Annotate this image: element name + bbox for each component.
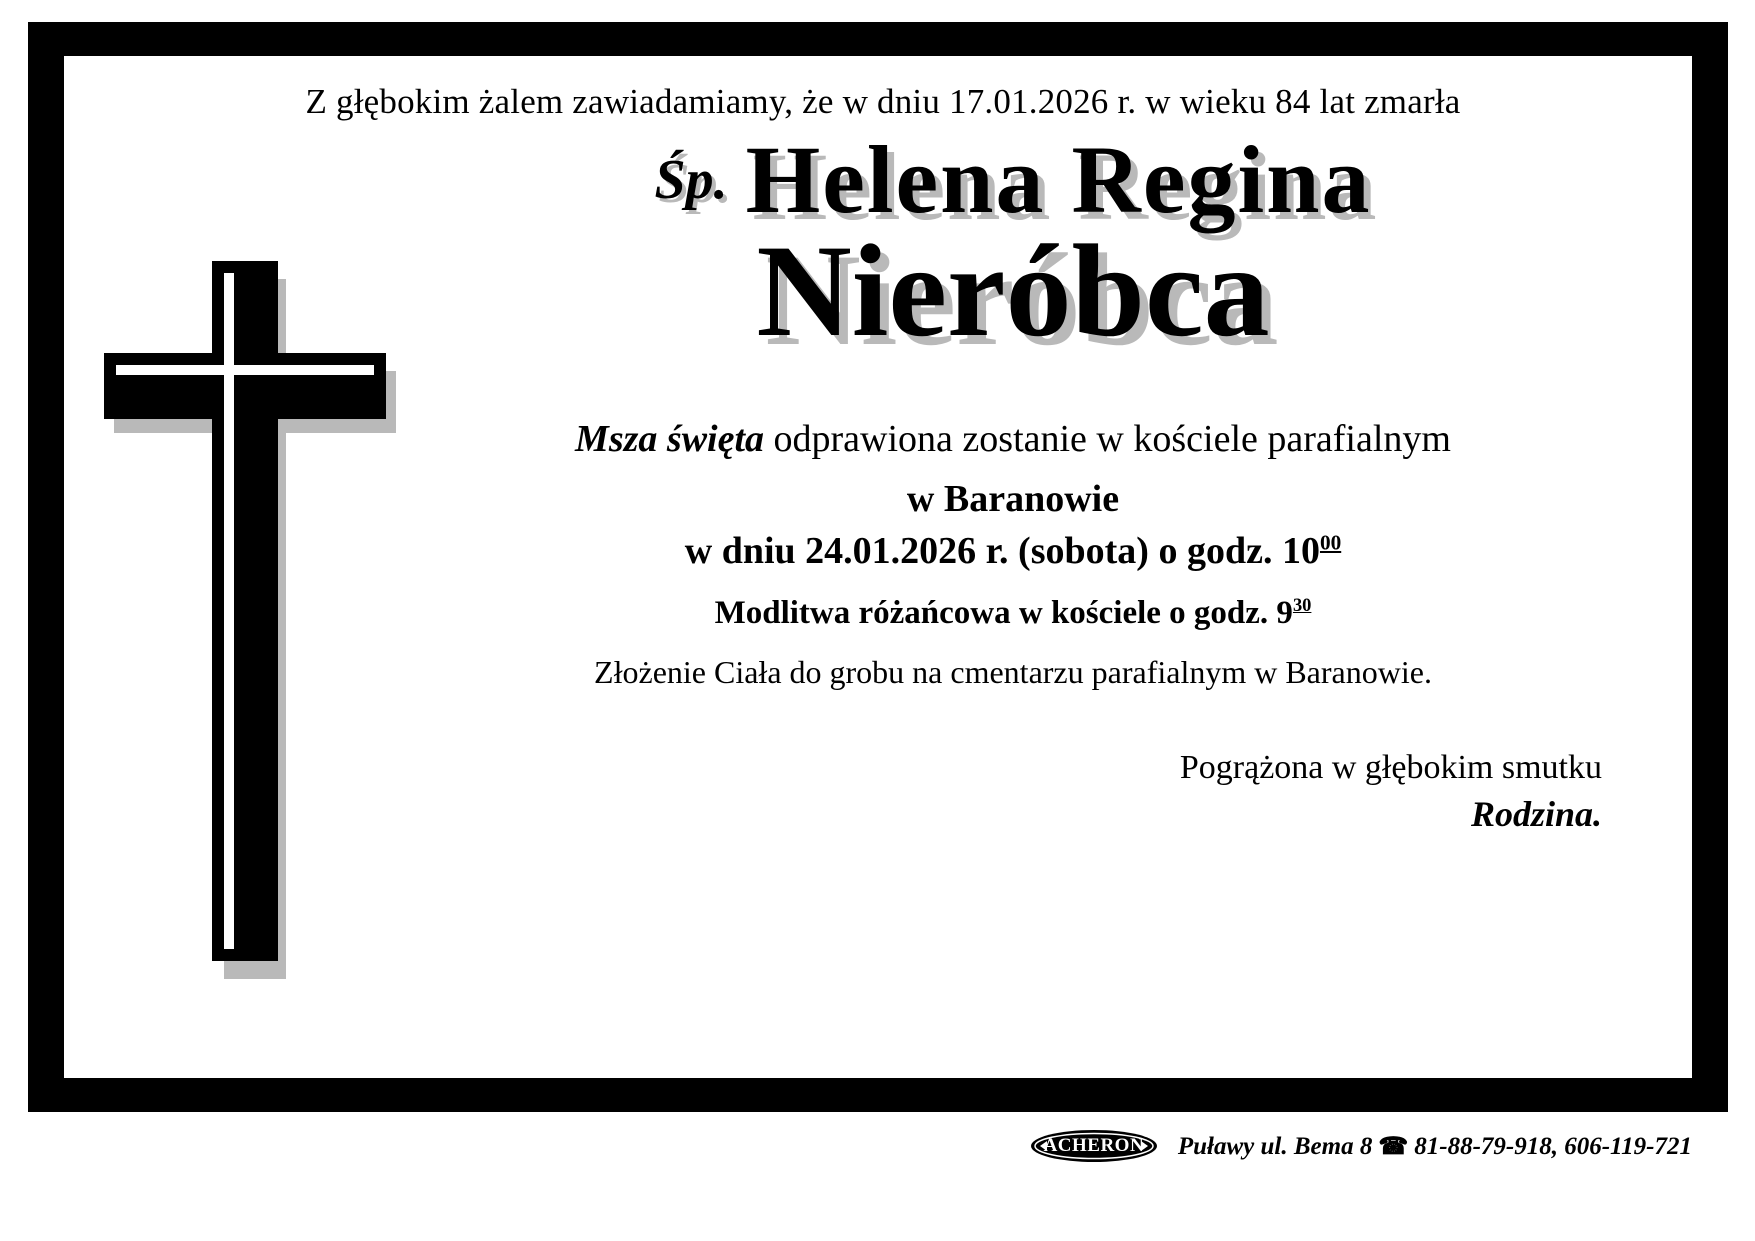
deceased-name-block — [364, 126, 1662, 364]
deceased-given-names-line — [364, 126, 1662, 233]
acheron-logo — [1030, 1129, 1158, 1163]
footer-bar — [28, 1120, 1728, 1172]
deceased-surname: Nieróbca — [756, 216, 1270, 364]
rosary-time-minutes: 30 — [1292, 594, 1312, 615]
deceased-given-names: Helena Regina — [745, 126, 1372, 233]
mass-date-time-text: w dniu 24.01.2026 r. (sobota) o godz. 10 — [684, 529, 1320, 572]
notice-inner-panel — [64, 56, 1692, 1078]
footer-phones: 81-88-79-918, 606-119-721 — [1414, 1132, 1692, 1160]
family-signature — [364, 749, 1662, 835]
rosary-text: Modlitwa różańcowa w kościele o godz. 9 — [714, 594, 1293, 631]
notice-text-column — [305, 82, 1662, 835]
family-label: Rodzina. — [1470, 793, 1602, 834]
obituary-notice — [28, 22, 1728, 1112]
mass-date-time — [364, 529, 1662, 573]
honorific-label: Śp. — [654, 149, 728, 211]
rosary-line — [364, 595, 1662, 632]
family-grief-line: Pogrążona w głębokim smutku — [1179, 748, 1602, 786]
mass-emphasis: Msza święta — [575, 417, 765, 460]
burial-line: Złożenie Ciała do grobu na cmentarzu parafialnym w Baranowie. — [594, 653, 1432, 690]
mass-line-1 — [364, 417, 1662, 461]
footer-address: Puławy ul. Bema 8 — [1177, 1132, 1373, 1160]
mass-time-minutes: 00 — [1319, 530, 1342, 555]
acheron-logo-text: ACHERON — [1043, 1135, 1145, 1156]
mass-line-1-rest: odprawiona zostanie w kościele parafialnym — [764, 417, 1451, 460]
mass-details — [364, 417, 1662, 691]
phone-icon: ☎ — [1378, 1133, 1409, 1160]
mass-church-location: w Baranowie — [906, 477, 1120, 520]
footer-contact — [1178, 1132, 1692, 1161]
announcement-line: Z głębokim żalem zawiadamiamy, że w dniu 17.01.2026 r. w wieku 84 lat zmarła — [305, 82, 1461, 121]
